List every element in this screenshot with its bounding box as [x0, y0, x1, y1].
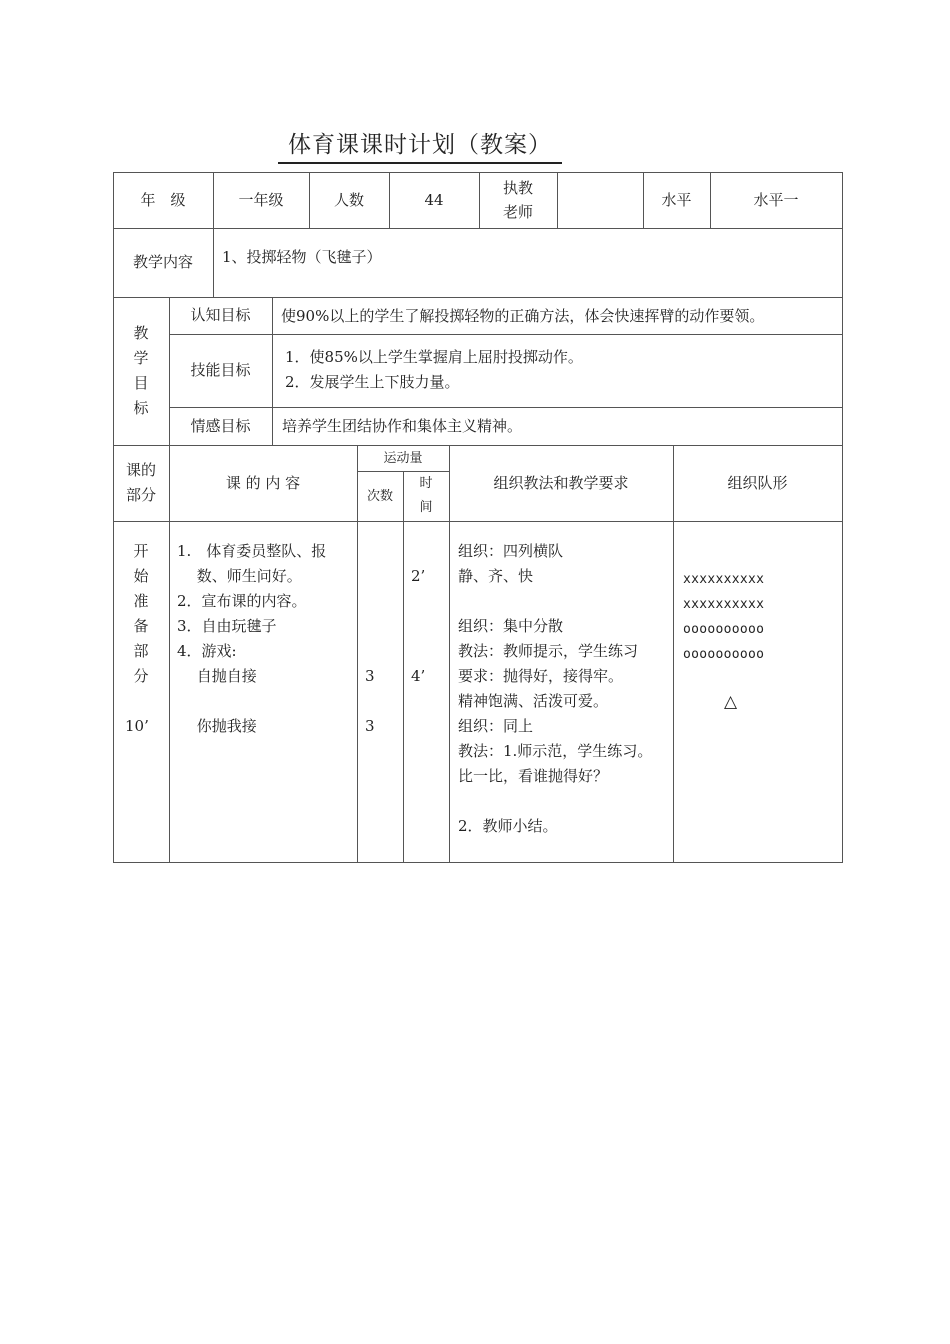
part-header-line-2: 部分: [125, 486, 156, 504]
load-header: 运动量: [383, 450, 423, 466]
method-line: [458, 589, 652, 614]
method-line: 2．教师小结。: [458, 817, 558, 835]
list-item: 2．宣布课的内容。: [177, 592, 307, 610]
teaching-content-label: 教学内容: [132, 253, 193, 271]
grid-line: [272, 297, 273, 445]
grid-line: [403, 471, 404, 863]
list-item: 1. 体育委员整队、报: [177, 542, 327, 560]
list-item: 数、师生问好。: [177, 567, 302, 585]
part-header: [113, 445, 169, 521]
section-duration: 10’: [125, 717, 149, 735]
list-item: 3．自由玩毽子: [177, 617, 277, 635]
list-item: 4．游戏:: [177, 642, 237, 660]
cognitive-objective-value: 使90%以上的学生了解投掷轻物的正确方法，体会快速挥臂的动作要领。: [281, 307, 765, 325]
grid-line: [113, 862, 843, 863]
method-line: 组织：集中分散: [458, 617, 564, 635]
method-line: 比一比，看谁抛得好？: [458, 767, 609, 785]
time-header-line-1: 时: [419, 476, 433, 491]
teaching-content-value: 1、投掷轻物（飞毽子）: [222, 248, 382, 266]
level-label: 水平: [661, 190, 692, 209]
page-title: 体育课课时计划（教案）: [278, 130, 562, 164]
skill-objective-label: 技能目标: [190, 361, 251, 379]
reps-value: 3: [365, 667, 375, 685]
method-line: 精神饱满、活泼可爱。: [458, 692, 609, 710]
grid-line: [842, 172, 843, 863]
teacher-label-line-2: 老师: [502, 203, 533, 221]
time-value: 4’: [411, 667, 426, 685]
formation-row: xxxxxxxxxx: [683, 597, 765, 612]
content-list: [177, 539, 326, 739]
reps-header: 次数: [366, 488, 393, 504]
grid-line: [113, 521, 843, 522]
cognitive-objective-label: 认知目标: [190, 306, 251, 324]
method-line: 要求：抛得好，接得牢。: [458, 667, 624, 685]
student-count-label: 人数: [333, 190, 364, 209]
skill-objective-line: 2．发展学生上下肢力量。: [285, 373, 460, 391]
list-item: [177, 689, 326, 714]
list-item: 你抛我接: [177, 717, 257, 735]
method-line: 教法：1.师示范，学生练习。: [458, 742, 653, 760]
time-header: [403, 471, 449, 521]
objectives-group-label: 教 学 目 标: [133, 324, 149, 417]
student-count-value: 44: [424, 190, 444, 209]
method-line: 静、齐、快: [458, 567, 534, 585]
methods-list: [458, 539, 652, 839]
methods-header: 组织教法和教学要求: [493, 473, 629, 492]
time-header-line-2: 间: [419, 500, 433, 515]
level-value: 水平一: [753, 190, 799, 209]
content-header: 课 的 内 容: [225, 473, 301, 492]
skill-objective-line: 1．使85%以上学生掌握肩上屈肘投掷动作。: [285, 348, 583, 366]
teacher-value: [557, 172, 643, 228]
method-line: 组织：同上: [458, 717, 534, 735]
formation-diagram: [683, 567, 764, 667]
reps-value: 3: [365, 717, 375, 735]
teacher-position-icon: △: [724, 692, 738, 712]
section-name: 开 始 准 备 部 分: [133, 542, 149, 685]
grade-label: 年 级: [140, 190, 186, 209]
method-line: 组织：四列横队: [458, 542, 564, 560]
teacher-label: [479, 172, 557, 228]
method-line: [458, 789, 652, 814]
formation-row: oooooooooo: [683, 647, 765, 662]
formation-row: xxxxxxxxxx: [683, 572, 765, 587]
grid-line: [113, 228, 843, 229]
teacher-label-line-1: 执教: [502, 179, 533, 197]
part-header-line-1: 课的: [125, 461, 156, 479]
grade-value: 一年级: [238, 190, 284, 209]
grid-line: [213, 228, 214, 297]
method-line: 教法：教师提示，学生练习: [458, 642, 639, 660]
emotion-objective-value: 培养学生团结协作和集体主义精神。: [282, 417, 523, 435]
emotion-objective-label: 情感目标: [190, 416, 251, 435]
formation-header: 组织队形: [727, 473, 788, 492]
list-item: 自抛自接: [177, 667, 257, 685]
formation-row: oooooooooo: [683, 622, 765, 637]
time-value: 2’: [411, 567, 426, 585]
